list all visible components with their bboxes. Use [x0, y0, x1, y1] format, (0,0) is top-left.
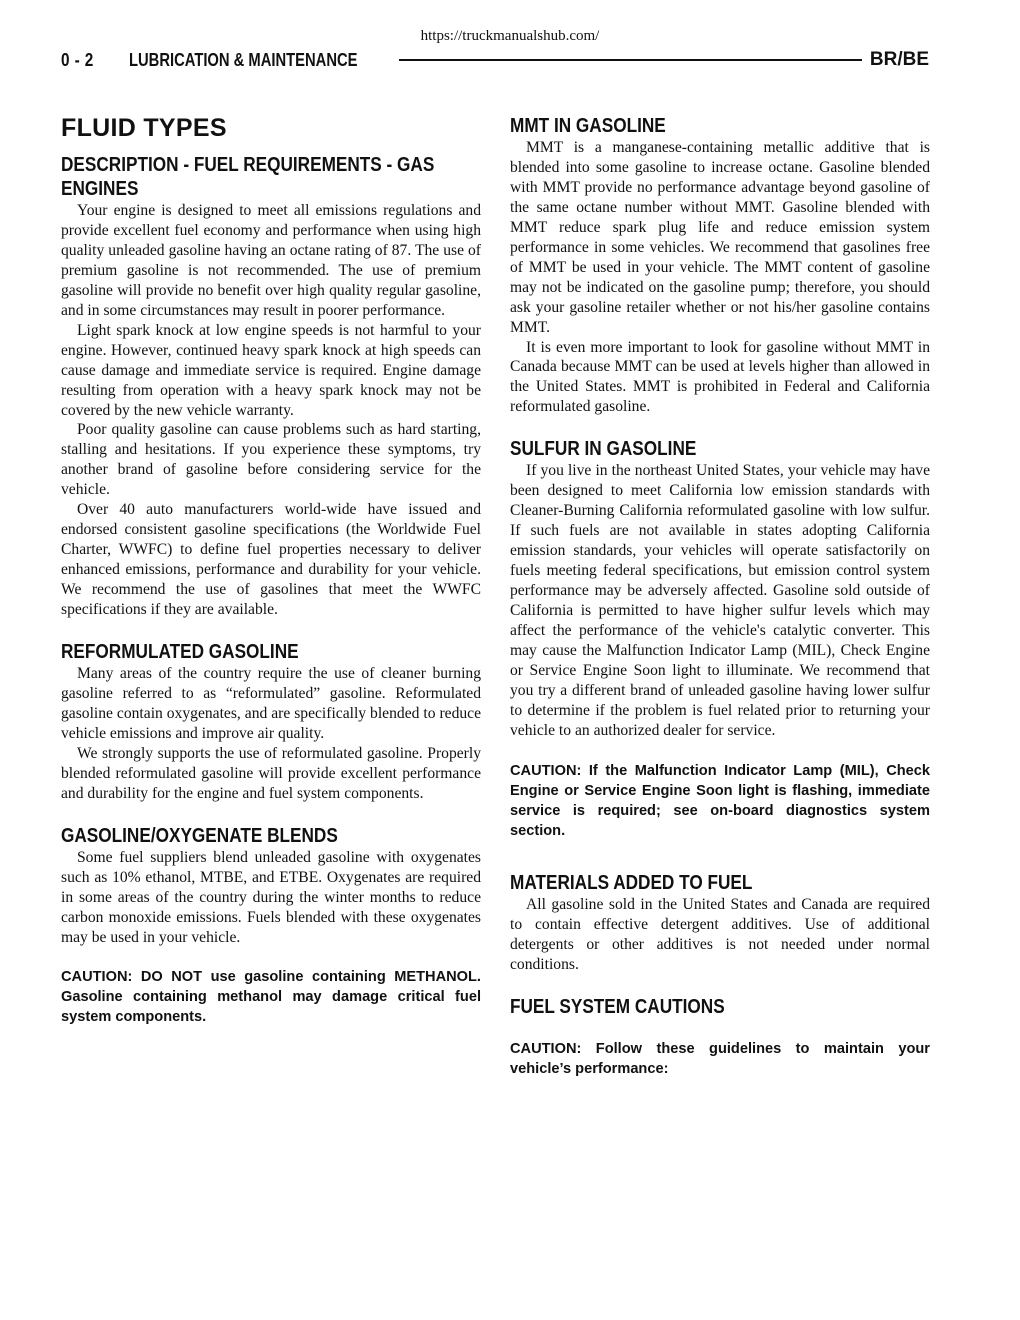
- right-column: [510, 114, 930, 1079]
- paragraph: Over 40 auto manufacturers world-wide have issued and endorsed consistent gasoline specifications (the Worldwide Fuel Charter, WWFC) to define fuel properties necessary to deliver enhanced emissions, performance and durability for your vehicle. We recommend the use of gasolines that meet the WWFC specifications if they are available.: [61, 501, 481, 619]
- paragraph: Light spark knock at low engine speeds is not harmful to your engine. However, continued heavy spark knock at high speeds can cause damage and immediate service is required. Engine damage resulting from operation with a heavy spark knock may not be covered by the new vehicle warranty.: [61, 321, 481, 419]
- heading-fuel-system-cautions: FUEL SYSTEM CAUTIONS: [510, 995, 725, 1018]
- heading-materials-added: MATERIALS ADDED TO FUEL: [510, 871, 753, 894]
- paragraph: Your engine is designed to meet all emissions regulations and provide excellent fuel economy and performance when using high quality unleaded gasoline having an octane rating of 87. The use of premium gasoline is not recommended. The use of premium gasoline will provide no benefit over high quality regular gasoline, and in some circumstances may result in poorer performance.: [61, 202, 481, 319]
- heading-oxygenate-blends: GASOLINE/OXYGENATE BLENDS: [61, 824, 338, 847]
- page-header: [61, 48, 929, 72]
- paragraph: We strongly supports the use of reformulated gasoline. Properly blended reformulated gasoline will provide excellent performance and durability for the engine and fuel system components.: [61, 744, 481, 802]
- heading-sulfur: SULFUR IN GASOLINE: [510, 438, 697, 461]
- paragraph: It is even more important to look for gasoline without MMT in Canada because MMT can be used at levels higher than allowed in the United States. MMT is prohibited in Federal and California reformulated gasoline.: [510, 338, 930, 416]
- paragraph: MMT is a manganese-containing metallic additive that is blended into some gasoline to increase octane. Gasoline blended with MMT provide no performance advantage beyond gasoline of the same octane number without MMT. Gasoline blended with MMT reduce spark plug life and reduce emission system performance in some vehicles. We recommend that gasolines free of MMT be used in your vehicle. The MMT content of gasoline may not be indicated on the gasoline pump; therefore, you should ask your gasoline retailer whether or not his/her gasoline contains MMT.: [510, 139, 930, 336]
- source-url: https://truckmanualshub.com/: [420, 28, 600, 44]
- paragraph: Many areas of the country require the use of cleaner burning gasoline referred to as “reformulated” gasoline. Reformulated gasoline contain oxygenates, and are specifically blended to reduce vehicle emissions and improve air quality.: [61, 665, 481, 742]
- model-code: BR/BE: [869, 49, 929, 70]
- heading-fuel-requirements: DESCRIPTION - FUEL REQUIREMENTS - GAS ENGINES: [61, 154, 435, 200]
- left-column: [61, 114, 481, 1027]
- paragraph: If you live in the northeast United States, your vehicle may have been designed to meet California low emission standards with Cleaner-Burning California reformulated gasoline with low sulfur. If such fuels are not available in states adopting California emission standards, your vehicles will operate satisfactorily on fuels meeting federal specifications, but emission control system performance may be adversely affected. Gasoline sold outside of California is permitted to have higher sulfur levels which may affect the performance of the vehicle's catalytic converter. This may cause the Malfunction Indicator Lamp (MIL), Check Engine or Service Engine Soon light to illuminate. We recommend that you try a different brand of unleaded gasoline having lower sulfur to determine if the problem is fuel related prior to returning your vehicle to an authorized dealer for service.: [510, 462, 930, 739]
- section-title: LUBRICATION & MAINTENANCE: [129, 49, 358, 70]
- heading-mmt: MMT IN GASOLINE: [510, 115, 666, 137]
- heading-reformulated-gasoline: REFORMULATED GASOLINE: [61, 641, 299, 664]
- paragraph: All gasoline sold in the United States and Canada are required to contain effective detergent additives. Use of additional detergents or other additives is not needed under normal conditions.: [510, 895, 930, 973]
- caution-mil: CAUTION: If the Malfunction Indicator Lamp (MIL), Check Engine or Service Engine Soon light is flashing, immediate service is required; see on-board diagnostics system section.: [510, 762, 930, 839]
- paragraph: Some fuel suppliers blend unleaded gasoline with oxygenates such as 10% ethanol, MTBE, and ETBE. Oxygenates are required in some areas of the country during the winter months to reduce carbon monoxide emissions. Fuels blended with these oxygenates may be used in your vehicle.: [61, 848, 481, 946]
- page-number: 0 - 2: [61, 49, 94, 70]
- paragraph: Poor quality gasoline can cause problems such as hard starting, stalling and hesitations. If you experience these symptoms, try another brand of gasoline before considering service for the vehicle.: [61, 421, 481, 499]
- caution-methanol: CAUTION: DO NOT use gasoline containing METHANOL. Gasoline containing methanol may damage critical fuel system components.: [61, 969, 481, 1026]
- main-title: FLUID TYPES: [61, 114, 227, 142]
- header-rule: [399, 59, 862, 61]
- caution-guidelines: CAUTION: Follow these guidelines to maintain your vehicle’s performance:: [510, 1040, 930, 1077]
